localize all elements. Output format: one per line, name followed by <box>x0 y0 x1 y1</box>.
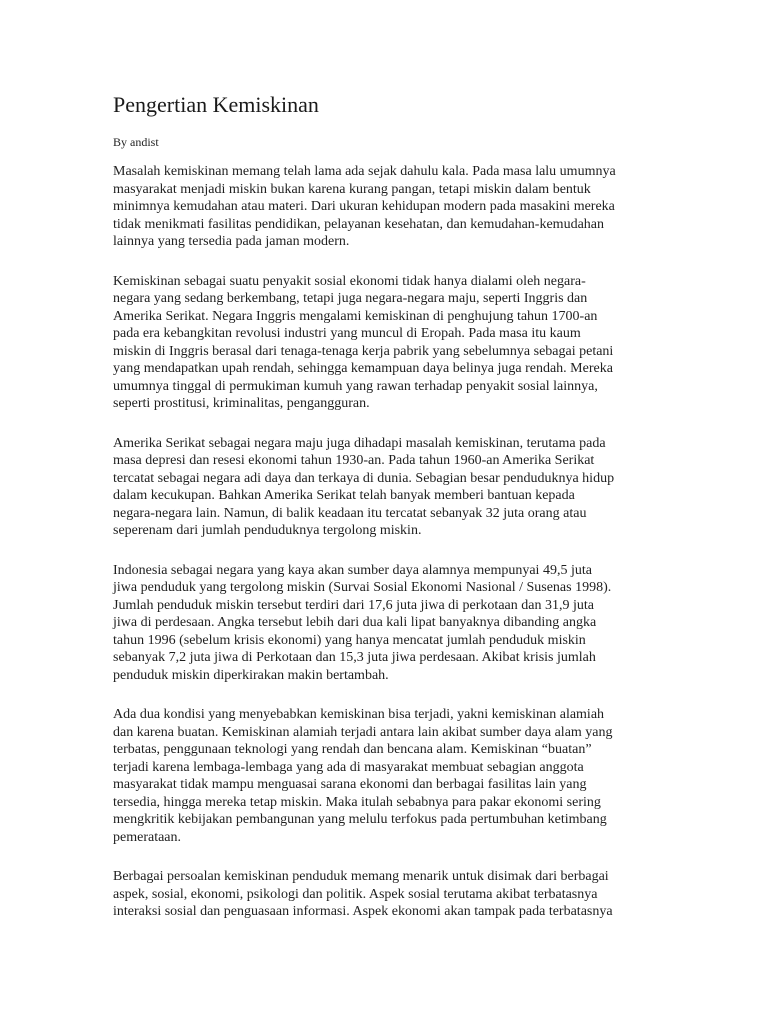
paragraph-line: seperenam dari jumlah penduduknya tergolong miskin. <box>113 523 422 538</box>
paragraph <box>113 273 661 413</box>
author-byline: By andist <box>113 135 159 149</box>
paragraph-line: masyarakat tidak mampu menguasai sarana ekonomi dan berbagai fasilitas lain yang <box>113 777 587 792</box>
paragraph-line: tahun 1996 (sebelum krisis ekonomi) yang hanya mencatat jumlah penduduk miskin <box>113 632 586 648</box>
paragraph-line: Kemiskinan sebagai suatu penyakit sosial ekonomi tidak hanya dialami oleh negara- <box>113 273 586 289</box>
paragraph-line: sebanyak 7,2 juta jiwa di Perkotaan dan 15,3 juta jiwa perdesaan. Akibat krisis jumlah <box>113 650 596 665</box>
paragraph-line: negara-negara lain. Namun, di balik keadaan itu tercatat sebanyak 32 juta orang atau <box>113 505 587 521</box>
paragraph-line: penduduk miskin diperkirakan makin bertambah. <box>113 667 389 683</box>
paragraph-line: negara yang sedang berkembang, tetapi juga negara-negara maju, seperti Inggris dan <box>113 291 588 306</box>
paragraph-line: mengkritik kebijakan pembangunan yang melulu terfokus pada pertumbuhan ketimbang <box>113 812 607 827</box>
paragraph-line: tidak menikmati fasilitas pendidikan, pelayanan kesehatan, dan kemudahan-kemudahan <box>113 216 604 232</box>
paragraph <box>113 435 661 540</box>
paragraph <box>113 706 661 846</box>
paragraph-line: dan karena buatan. Kemiskinan alamiah terjadi antara lain akibat sumber daya alam yang <box>113 724 613 740</box>
paragraph-line: interaksi sosial dan penguasaan informasi. Aspek ekonomi akan tampak pada terbatasnya <box>113 904 613 919</box>
paragraph-line: minimnya kemudahan atau materi. Dari ukuran kehidupan modern pada masakini mereka <box>113 199 615 214</box>
paragraph-line: terjadi karena lembaga-lembaga yang ada di masyarakat membuat sebagian anggota <box>113 759 584 775</box>
paragraph-line: yang mendapatkan upah rendah, sehingga kemampuan daya belinya juga rendah. Mereka <box>113 361 613 376</box>
paragraph-line: aspek, sosial, ekonomi, psikologi dan politik. Aspek sosial terutama akibat terbatasnya <box>113 886 598 902</box>
paragraph <box>113 562 661 685</box>
paragraph-line: Amerika Serikat sebagai negara maju juga dihadapi masalah kemiskinan, terutama pada <box>113 435 606 451</box>
paragraph-line: dalam kecukupan. Bahkan Amerika Serikat telah banyak memberi bantuan kepada <box>113 488 575 503</box>
paragraph-line: Berbagai persoalan kemiskinan penduduk memang menarik untuk disimak dari berbagai <box>113 869 609 884</box>
paragraph-line: lainnya yang tersedia pada jaman modern. <box>113 234 350 249</box>
paragraph <box>113 868 661 921</box>
paragraph-line: umumnya tinggal di permukiman kumuh yang rawan terhadap penyakit sosial lainnya, <box>113 378 598 394</box>
paragraph-line: Amerika Serikat. Negara Inggris mengalami kemiskinan di penghujung tahun 1700-an <box>113 308 598 324</box>
paragraph-line: terbatas, penggunaan teknologi yang rendah dan bencana alam. Kemiskinan “buatan” <box>113 742 592 757</box>
paragraph-line: pemerataan. <box>113 829 182 845</box>
paragraph-line: pada era kebangkitan revolusi industri yang muncul di Eropah. Pada masa itu kaum <box>113 326 581 341</box>
paragraph-line: tersedia, hingga mereka tetap miskin. Maka itulah sebabnya para pakar ekonomi sering <box>113 794 601 810</box>
paragraph-line: masyarakat menjadi miskin bukan karena kurang pangan, tetapi miskin dalam bentuk <box>113 181 591 197</box>
paragraph-line: Masalah kemiskinan memang telah lama ada sejak dahulu kala. Pada masa lalu umumnya <box>113 164 616 179</box>
paragraph-line: Ada dua kondisi yang menyebabkan kemiskinan bisa terjadi, yakni kemiskinan alamiah <box>113 707 605 722</box>
paragraph-line: miskin di Inggris berasal dari tenaga-tenaga kerja pabrik yang sebelumnya sebagai petani <box>113 343 614 359</box>
paragraph-line: seperti prostitusi, kriminalitas, pengangguran. <box>113 396 370 411</box>
paragraph-line: Indonesia sebagai negara yang kaya akan sumber daya alamnya mempunyai 49,5 juta <box>113 562 592 578</box>
paragraph-line: tercatat sebagai negara adi daya dan terkaya di dunia. Sebagian besar penduduknya hidup <box>113 470 615 486</box>
paragraph <box>113 163 661 251</box>
document-body <box>113 163 661 943</box>
paragraph-line: masa depresi dan resesi ekonomi tahun 1930-an. Pada tahun 1960-an Amerika Serikat <box>113 453 595 468</box>
paragraph-line: jiwa di perdesaan. Angka tersebut lebih dari dua kali lipat banyaknya dibanding angka <box>113 615 597 630</box>
paragraph-line: jiwa penduduk yang tergolong miskin (Survai Sosial Ekonomi Nasional / Susenas 1998). <box>113 580 612 595</box>
document-title: Pengertian Kemiskinan <box>113 92 319 117</box>
paragraph-line: Jumlah penduduk miskin tersebut terdiri dari 17,6 juta jiwa di perkotaan dan 31,9 juta <box>113 597 594 613</box>
